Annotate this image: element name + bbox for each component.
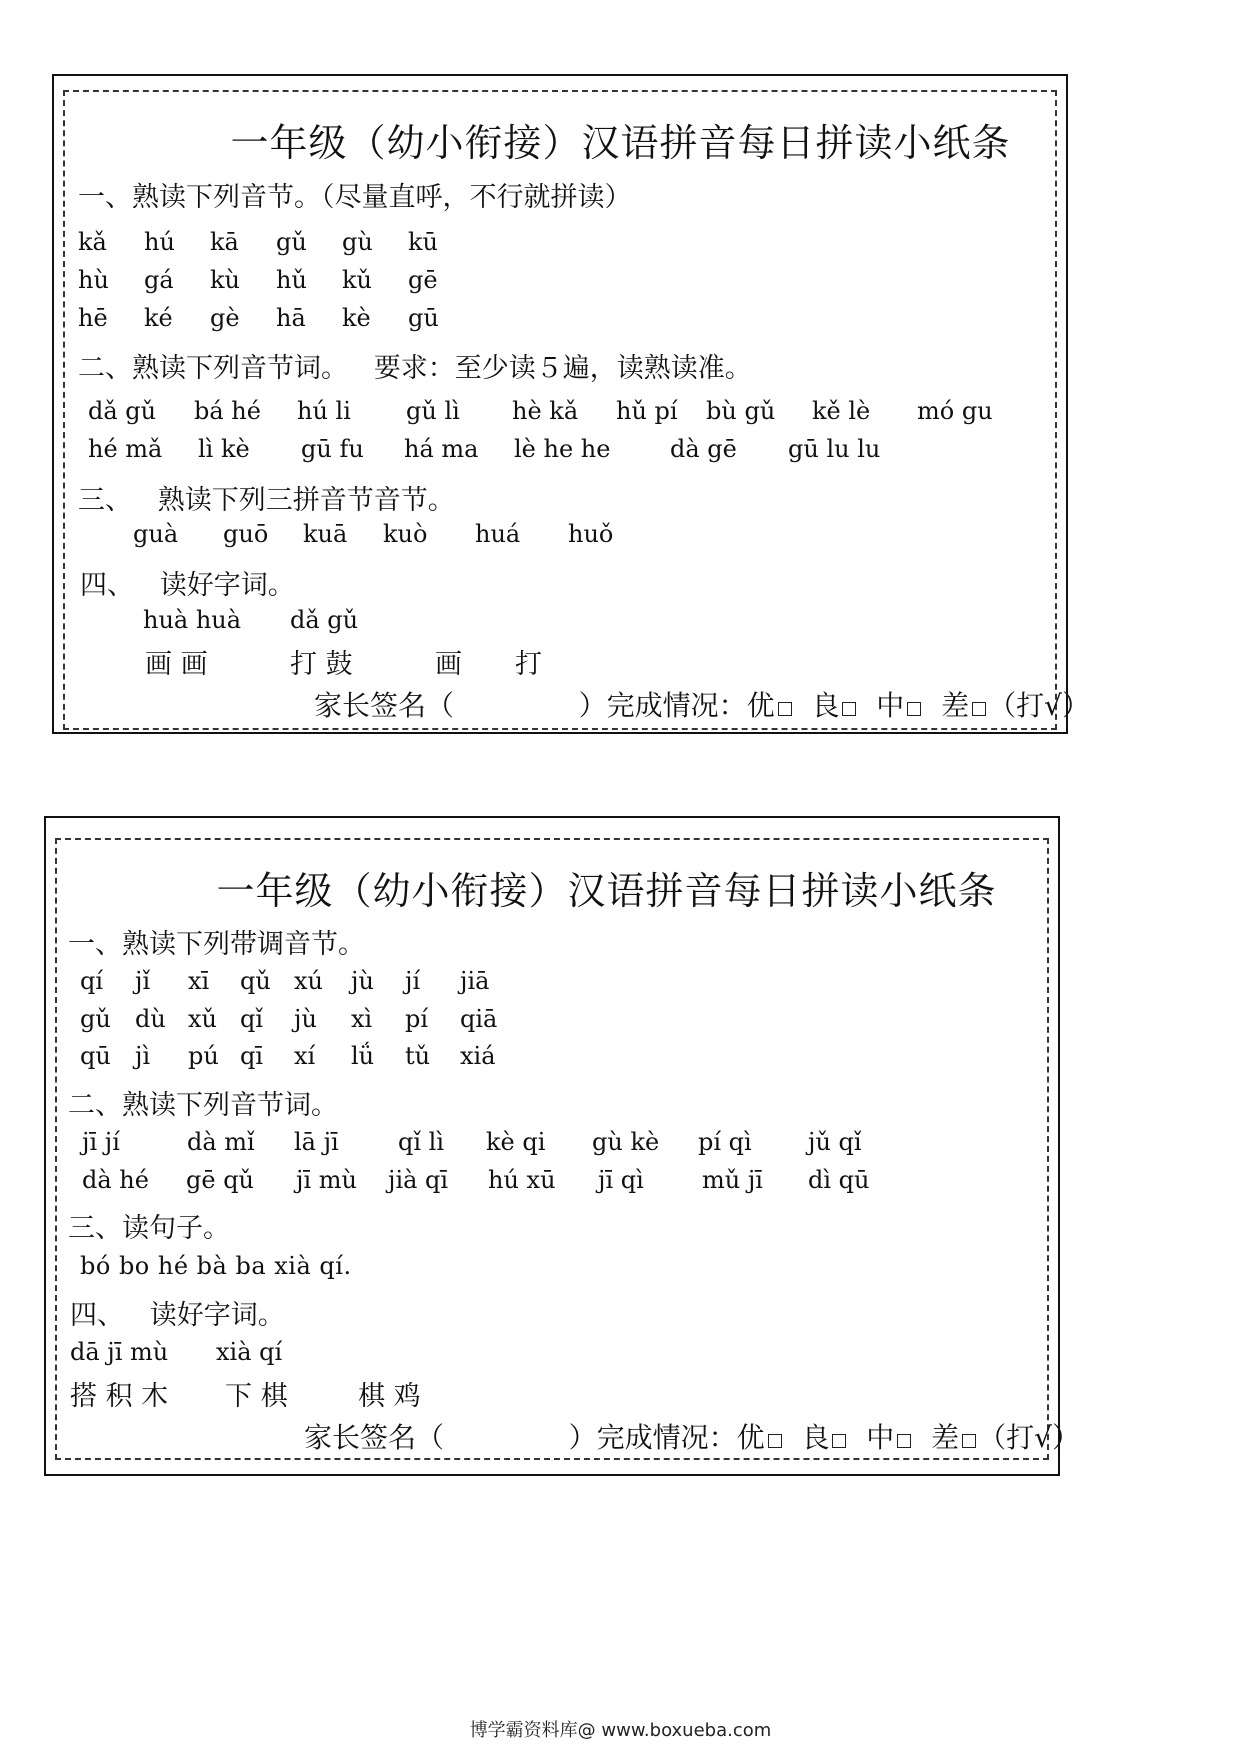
- word-pinyin: dā jī mù: [70, 1338, 169, 1366]
- word: kè qi: [486, 1128, 546, 1156]
- word: jī qì: [598, 1166, 644, 1194]
- card-1-section-1-heading: 一、熟读下列音节。（尽量直呼，不行就拼读）: [78, 182, 632, 213]
- word: dà gē: [670, 435, 737, 463]
- word: jī jí: [82, 1128, 120, 1156]
- word: mǔ jī: [702, 1166, 763, 1194]
- syllable: gù: [342, 228, 373, 256]
- syllable: pú: [188, 1042, 219, 1070]
- syllable: hā: [276, 304, 306, 332]
- card-2-title: 一年级（幼小衔接）汉语拼音每日拼读小纸条: [216, 869, 997, 913]
- word: hè kǎ: [512, 397, 579, 425]
- syllable: kù: [210, 266, 240, 294]
- syllable: guō: [223, 520, 269, 548]
- syllable: qī: [240, 1042, 264, 1070]
- word: hǔ pí: [616, 397, 678, 425]
- card-2-section-3-heading: 三、读句子。: [68, 1213, 230, 1244]
- syllable: xì: [351, 1005, 373, 1033]
- word: gē qǔ: [186, 1166, 255, 1194]
- syllable: hù: [78, 266, 109, 294]
- word: lì kè: [198, 435, 250, 463]
- syllable: gè: [210, 304, 240, 332]
- rating-option: 中: [866, 1421, 913, 1454]
- word: kě lè: [812, 397, 871, 425]
- card-1-section-3-heading: 三、 熟读下列三拼音节音节。: [78, 485, 455, 516]
- syllable: kè: [342, 304, 371, 332]
- word: bá hé: [194, 397, 261, 425]
- card-2-section-2-heading: 二、熟读下列音节词。: [68, 1090, 338, 1121]
- syllable: jì: [135, 1042, 151, 1070]
- checkbox[interactable]: [832, 1434, 846, 1448]
- checkbox[interactable]: [778, 702, 792, 716]
- card-2-section-1-heading: 一、熟读下列带调音节。: [68, 929, 365, 960]
- syllable: kuā: [303, 520, 348, 548]
- signature-label: 家长签名（ ）完成情况：: [314, 689, 747, 722]
- card-1-parent-signature: [314, 684, 1090, 724]
- rating-option: 差: [931, 1421, 978, 1454]
- check-instruction: （打√）: [988, 689, 1090, 722]
- syllable: jǐ: [135, 967, 151, 995]
- syllable: kǎ: [78, 228, 107, 256]
- word-hanzi: 画 画: [145, 649, 208, 680]
- word: pí qì: [698, 1128, 752, 1156]
- word: gū lu lu: [788, 435, 881, 463]
- rating-option: 良: [811, 689, 858, 722]
- word: há ma: [404, 435, 479, 463]
- checkbox[interactable]: [897, 1434, 911, 1448]
- word-pinyin: xià qí: [216, 1338, 283, 1366]
- checkbox[interactable]: [768, 1434, 782, 1448]
- syllable: kā: [210, 228, 239, 256]
- syllable: pí: [405, 1005, 429, 1033]
- rating-option: 优: [737, 1421, 784, 1454]
- word: gù kè: [592, 1128, 660, 1156]
- syllable: huá: [475, 520, 521, 548]
- card-1-section-2-heading: 二、熟读下列音节词。 要求：至少读５遍，读熟读准。: [78, 353, 752, 384]
- word: mó gu: [917, 397, 993, 425]
- syllable: qiā: [460, 1005, 498, 1033]
- source-watermark: 博学霸资料库@ www.boxueba.com: [469, 1720, 772, 1741]
- syllable: xiá: [460, 1042, 496, 1070]
- word: hú xū: [488, 1166, 556, 1194]
- syllable: kū: [408, 228, 438, 256]
- word: jī mù: [296, 1166, 357, 1194]
- word: gū fu: [301, 435, 364, 463]
- word: lè he he: [514, 435, 611, 463]
- syllable: ké: [144, 304, 173, 332]
- checkbox[interactable]: [842, 702, 856, 716]
- word-hanzi: 搭 积 木: [70, 1381, 169, 1412]
- syllable: xí: [294, 1042, 316, 1070]
- word: hú li: [297, 397, 351, 425]
- checkbox[interactable]: [972, 702, 986, 716]
- syllable: tǔ: [405, 1042, 431, 1070]
- rating-option: 优: [747, 689, 794, 722]
- syllable: qū: [80, 1042, 111, 1070]
- syllable: xī: [188, 967, 210, 995]
- word: bù gǔ: [706, 397, 776, 425]
- checkbox[interactable]: [962, 1434, 976, 1448]
- card-1-title: 一年级（幼小衔接）汉语拼音每日拼读小纸条: [230, 121, 1011, 165]
- word: dà hé: [82, 1166, 149, 1194]
- syllable: gǔ: [80, 1005, 111, 1033]
- word: jǔ qǐ: [808, 1128, 862, 1156]
- syllable: gá: [144, 266, 174, 294]
- checkbox[interactable]: [907, 702, 921, 716]
- sentence-pinyin: bó bo hé bà ba xià qí.: [80, 1252, 352, 1280]
- word-hanzi: 打 鼓: [290, 649, 353, 680]
- word: dǎ gǔ: [88, 397, 157, 425]
- syllable: jí: [405, 967, 421, 995]
- syllable: qǔ: [240, 967, 271, 995]
- word: jià qī: [388, 1166, 449, 1194]
- syllable: qǐ: [240, 1005, 264, 1033]
- syllable: gǔ: [276, 228, 307, 256]
- word: dì qū: [808, 1166, 870, 1194]
- syllable: guà: [133, 520, 179, 548]
- word-pinyin: huà huà: [143, 606, 242, 634]
- check-instruction: （打√）: [978, 1421, 1080, 1454]
- syllable: huǒ: [568, 520, 614, 548]
- syllable: jiā: [460, 967, 490, 995]
- syllable: dù: [135, 1005, 166, 1033]
- syllable: gē: [408, 266, 438, 294]
- word: hé mǎ: [88, 435, 163, 463]
- word-hanzi: 下 棋: [225, 1381, 288, 1412]
- syllable: hē: [78, 304, 108, 332]
- syllable: gū: [408, 304, 439, 332]
- syllable: hú: [144, 228, 175, 256]
- syllable: lǘ: [351, 1042, 375, 1070]
- card-2-section-4-heading: 四、 读好字词。: [70, 1300, 285, 1331]
- syllable: jù: [294, 1005, 317, 1033]
- word-hanzi: 画: [435, 649, 462, 680]
- word-hanzi: 棋 鸡: [358, 1381, 421, 1412]
- syllable: qí: [80, 967, 104, 995]
- word: dà mǐ: [187, 1128, 255, 1156]
- syllable: jù: [351, 967, 374, 995]
- syllable: xú: [294, 967, 323, 995]
- card-2-parent-signature: [304, 1416, 1080, 1456]
- word-pinyin: dǎ gǔ: [290, 606, 359, 634]
- signature-label: 家长签名（ ）完成情况：: [304, 1421, 737, 1454]
- rating-option: 中: [876, 689, 923, 722]
- word: gǔ lì: [406, 397, 460, 425]
- word: lā jī: [294, 1128, 339, 1156]
- card-1-section-4-heading: 四、 读好字词。: [80, 570, 295, 601]
- syllable: xǔ: [188, 1005, 217, 1033]
- syllable: kǔ: [342, 266, 372, 294]
- word-hanzi: 打: [515, 649, 542, 680]
- word: qǐ lì: [398, 1128, 445, 1156]
- rating-option: 差: [941, 689, 988, 722]
- rating-option: 良: [801, 1421, 848, 1454]
- syllable: kuò: [383, 520, 428, 548]
- syllable: hǔ: [276, 266, 307, 294]
